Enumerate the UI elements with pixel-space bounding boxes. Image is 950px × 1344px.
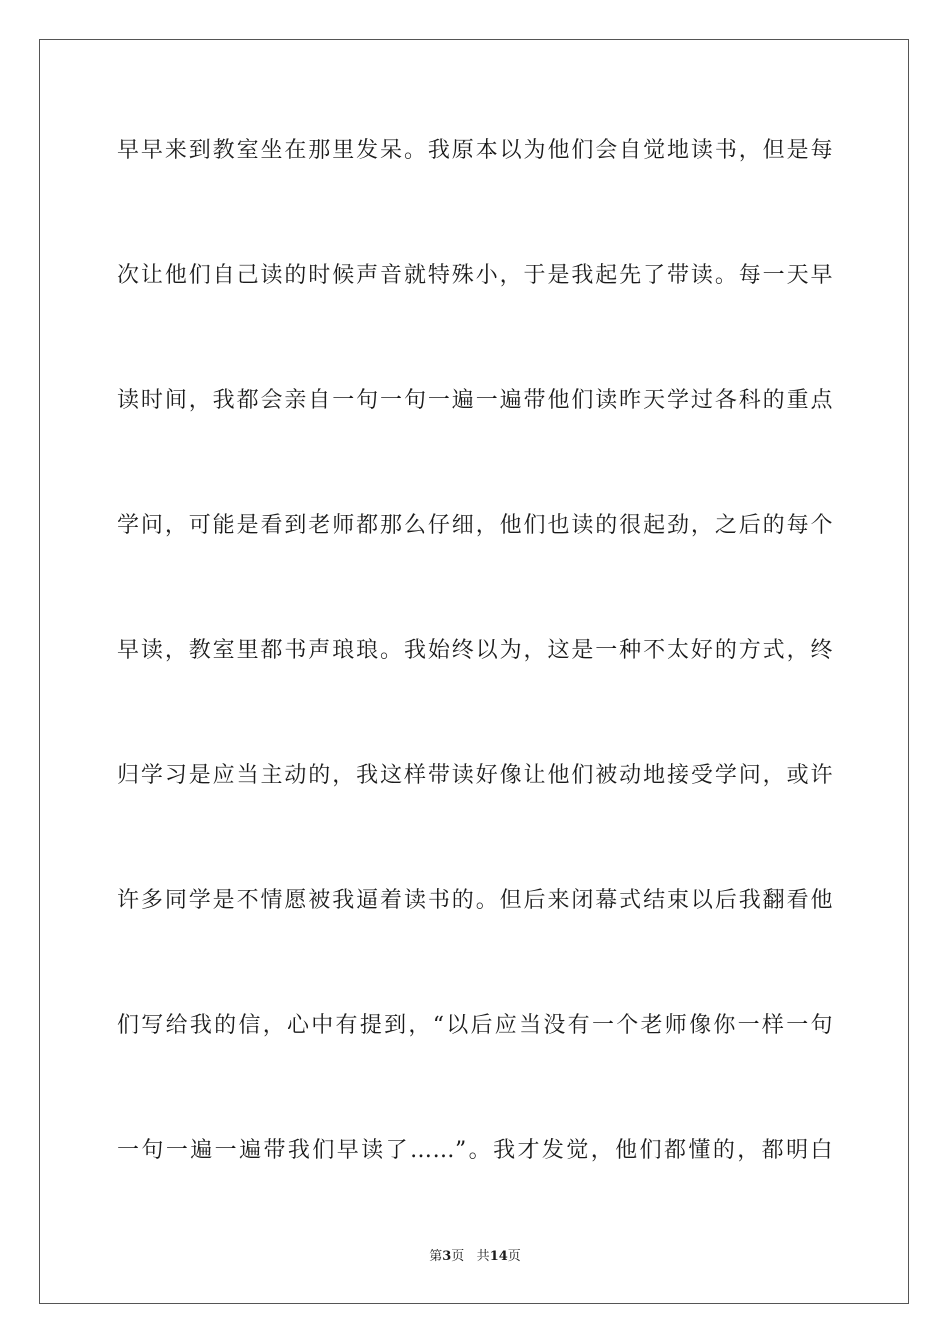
body-text-line: 早早来到教室坐在那里发呆。我原本以为他们会自觉地读书，但是每 [117,138,833,163]
page-border [39,39,909,1304]
body-text-line: 一句一遍一遍带我们早读了……”。我才发觉，他们都懂的，都明白 [117,1138,833,1163]
total-suffix: 页 [507,1249,521,1264]
page-suffix: 页 [451,1249,465,1264]
page-footer [0,1248,950,1266]
body-text-line: 归学习是应当主动的，我这样带读好像让他们被动地接受学问，或许 [117,763,833,788]
body-text-line: 次让他们自己读的时候声音就特殊小，于是我起先了带读。每一天早 [117,263,833,288]
body-text-line: 许多同学是不情愿被我逼着读书的。但后来闭幕式结束以后我翻看他 [117,888,833,913]
body-text-line: 学问，可能是看到老师都那么仔细，他们也读的很起劲，之后的每个 [117,513,833,538]
body-text-line: 早读，教室里都书声琅琅。我始终以为，这是一种不太好的方式，终 [117,638,833,663]
total-prefix: 共 [476,1249,490,1264]
page-prefix: 第 [429,1249,443,1264]
total-pages: 14 [489,1249,508,1264]
body-text-line: 读时间，我都会亲自一句一句一遍一遍带他们读昨天学过各科的重点 [117,388,833,413]
page-number: 3 [442,1249,452,1264]
body-text-line: 们写给我的信，心中有提到，“以后应当没有一个老师像你一样一句 [117,1013,833,1038]
